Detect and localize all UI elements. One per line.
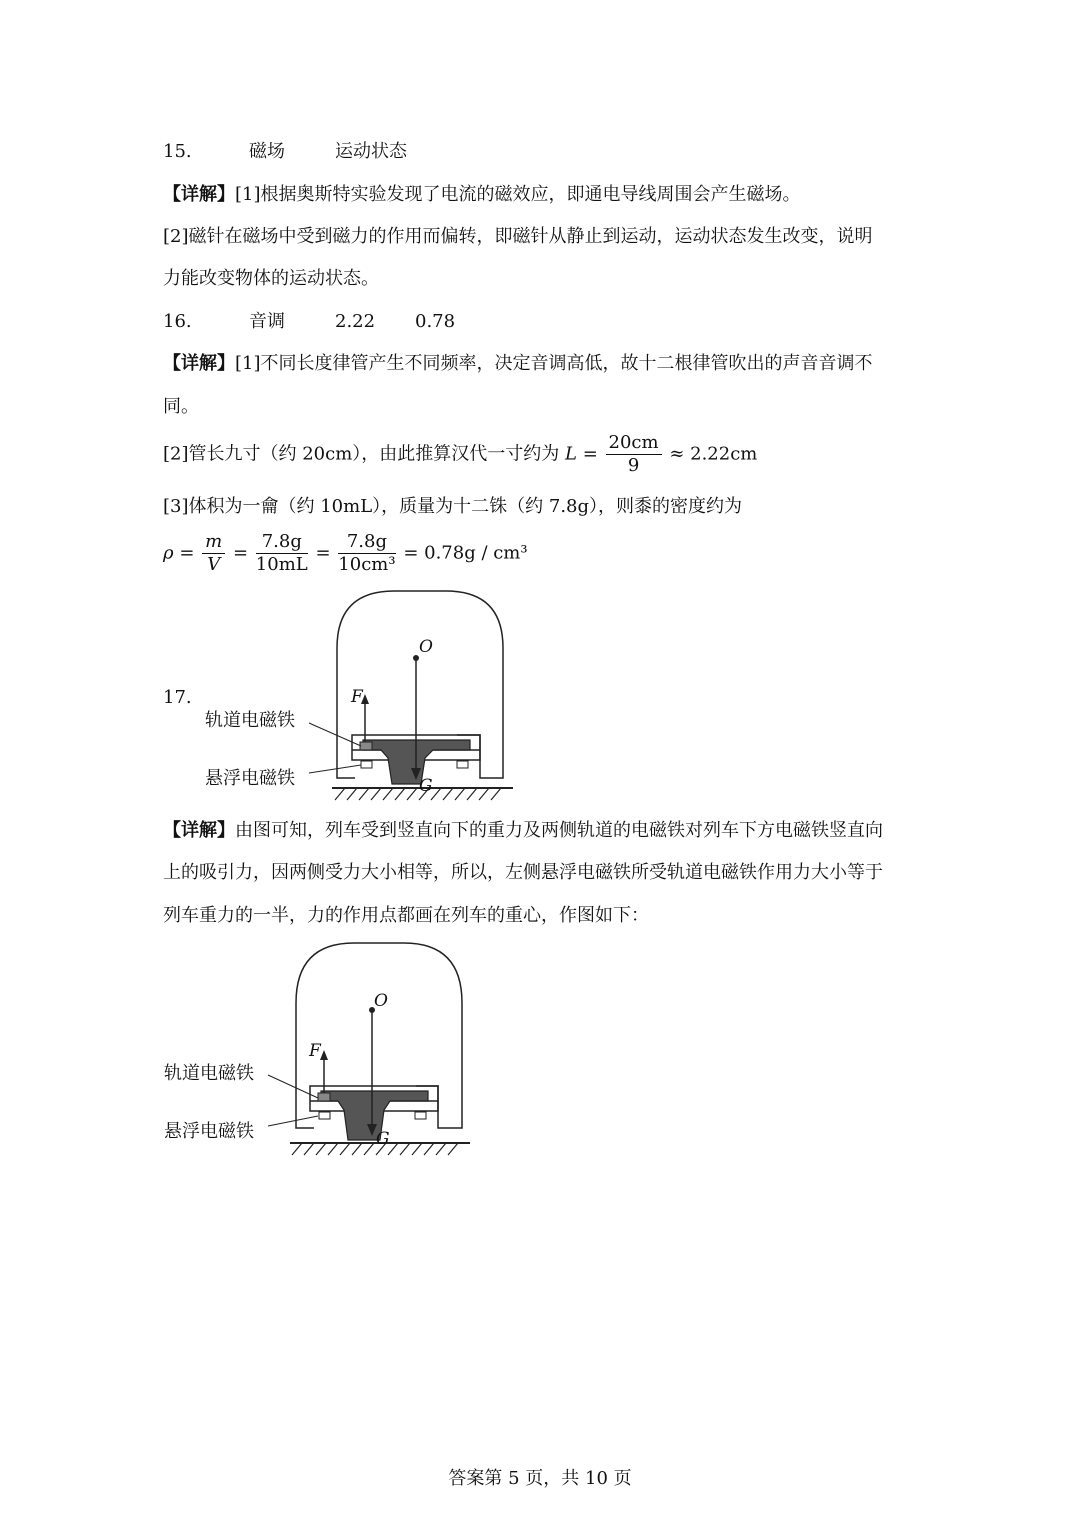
train-pedestal [321,1091,428,1140]
q15-answer-line [163,141,407,163]
q16-detail-line-2: 同。 [163,396,199,417]
levitation-magnet-left [319,1112,330,1119]
levitation-magnet-right [415,1112,426,1119]
q17-detail-line-3: 列车重力的一半，力的作用点都画在列车的重心，作图如下： [163,905,649,926]
label-levitation-magnet: 悬浮电磁铁 [205,768,295,789]
q15-detail-tag: 【详解】 [163,184,235,205]
track-magnet-left [360,742,372,750]
ground-hatching [292,1143,458,1155]
q15-answer-1: 磁场 [249,141,285,162]
q15-detail-line-3: 力能改变物体的运动状态。 [163,268,379,289]
q15-number: 15. [163,141,192,162]
q16-detail-line-3: [2]管长九寸（约 20cm），由此推算汉代一寸约为 L = $\frac{20cm}{9}$ ≈ 2.22cm [163,432,758,476]
q15-answer-2: 运动状态 [335,141,407,162]
label-levitation-magnet: 悬浮电磁铁 [164,1121,254,1142]
label-F: F [309,1041,321,1061]
maglev-diagram-1 [195,588,525,808]
q16-number: 16. [163,311,192,332]
q16-answer-2: 2.22 [335,311,376,332]
formula2-fraction-2: $\frac{7.8g}{10mL}$ [255,531,308,575]
q16-answer-line [163,311,455,333]
label-G: G [376,1129,390,1149]
q15-detail-line-1: 【详解】[1]根据奥斯特实验发现了电流的磁效应，即通电导线周围会产生磁场。 [163,184,801,205]
q16-answer-1: 音调 [249,311,285,332]
q16-detail-line-1: 【详解】[1]不同长度律管产生不同频率，决定音调高低，故十二根律管吹出的声音音调不 [163,353,873,374]
label-G: G [419,776,433,796]
formula2-fraction-3: $\frac{7.8g}{\text{10cm³}}$ [338,531,396,575]
levitation-magnet-right [457,761,468,768]
q17-number: 17. [163,687,192,708]
formula2-rho: ρ [163,542,174,564]
q17-detail-line-1: 【详解】由图可知，列车受到竖直向下的重力及两侧轨道的电磁铁对列车下方电磁铁竖直向 [163,820,883,841]
label-O: O [419,637,433,657]
levitation-magnet-left [361,761,372,768]
formula2-fraction-1: $\frac{m}{V}$ [202,531,225,576]
label-F: F [351,687,363,707]
formula2-result: = 0.78g / cm³ [403,542,528,564]
ground-hatching [335,788,501,800]
q15-detail-line-2: [2]磁针在磁场中受到磁力的作用而偏转，即磁针从静止到运动，运动状态发生改变，说明 [163,226,873,247]
page-footer: 答案第 5 页，共 10 页 [448,1468,632,1489]
density-formula: ρ = $\frac{m}{V}$ = $\frac{7.8g}{10mL}$ = $\frac{7.8g}{\text{10cm³}}$ = 0.78g / cm³ [163,531,528,575]
q17-detail-tag: 【详解】 [163,820,235,841]
q16-answer-3: 0.78 [415,311,456,332]
formula1-fraction: $\frac{20cm}{9}$ [606,432,662,477]
label-O: O [374,991,388,1011]
maglev-diagram-2 [158,938,488,1160]
label-track-magnet: 轨道电磁铁 [205,710,295,731]
q16-detail-line-4: [3]体积为一龠（约 10mL），质量为十二铢（约 7.8g），则黍的密度约为 [163,496,743,517]
track-magnet-left [318,1093,330,1101]
q17-detail-line-2: 上的吸引力，因两侧受力大小相等，所以，左侧悬浮电磁铁所受轨道电磁铁作用力大小等于 [163,862,883,883]
label-track-magnet: 轨道电磁铁 [164,1063,254,1084]
q16-detail-tag: 【详解】 [163,353,235,374]
formula1-result: ≈ 2.22cm [669,443,758,465]
formula1-var: L [565,443,577,465]
